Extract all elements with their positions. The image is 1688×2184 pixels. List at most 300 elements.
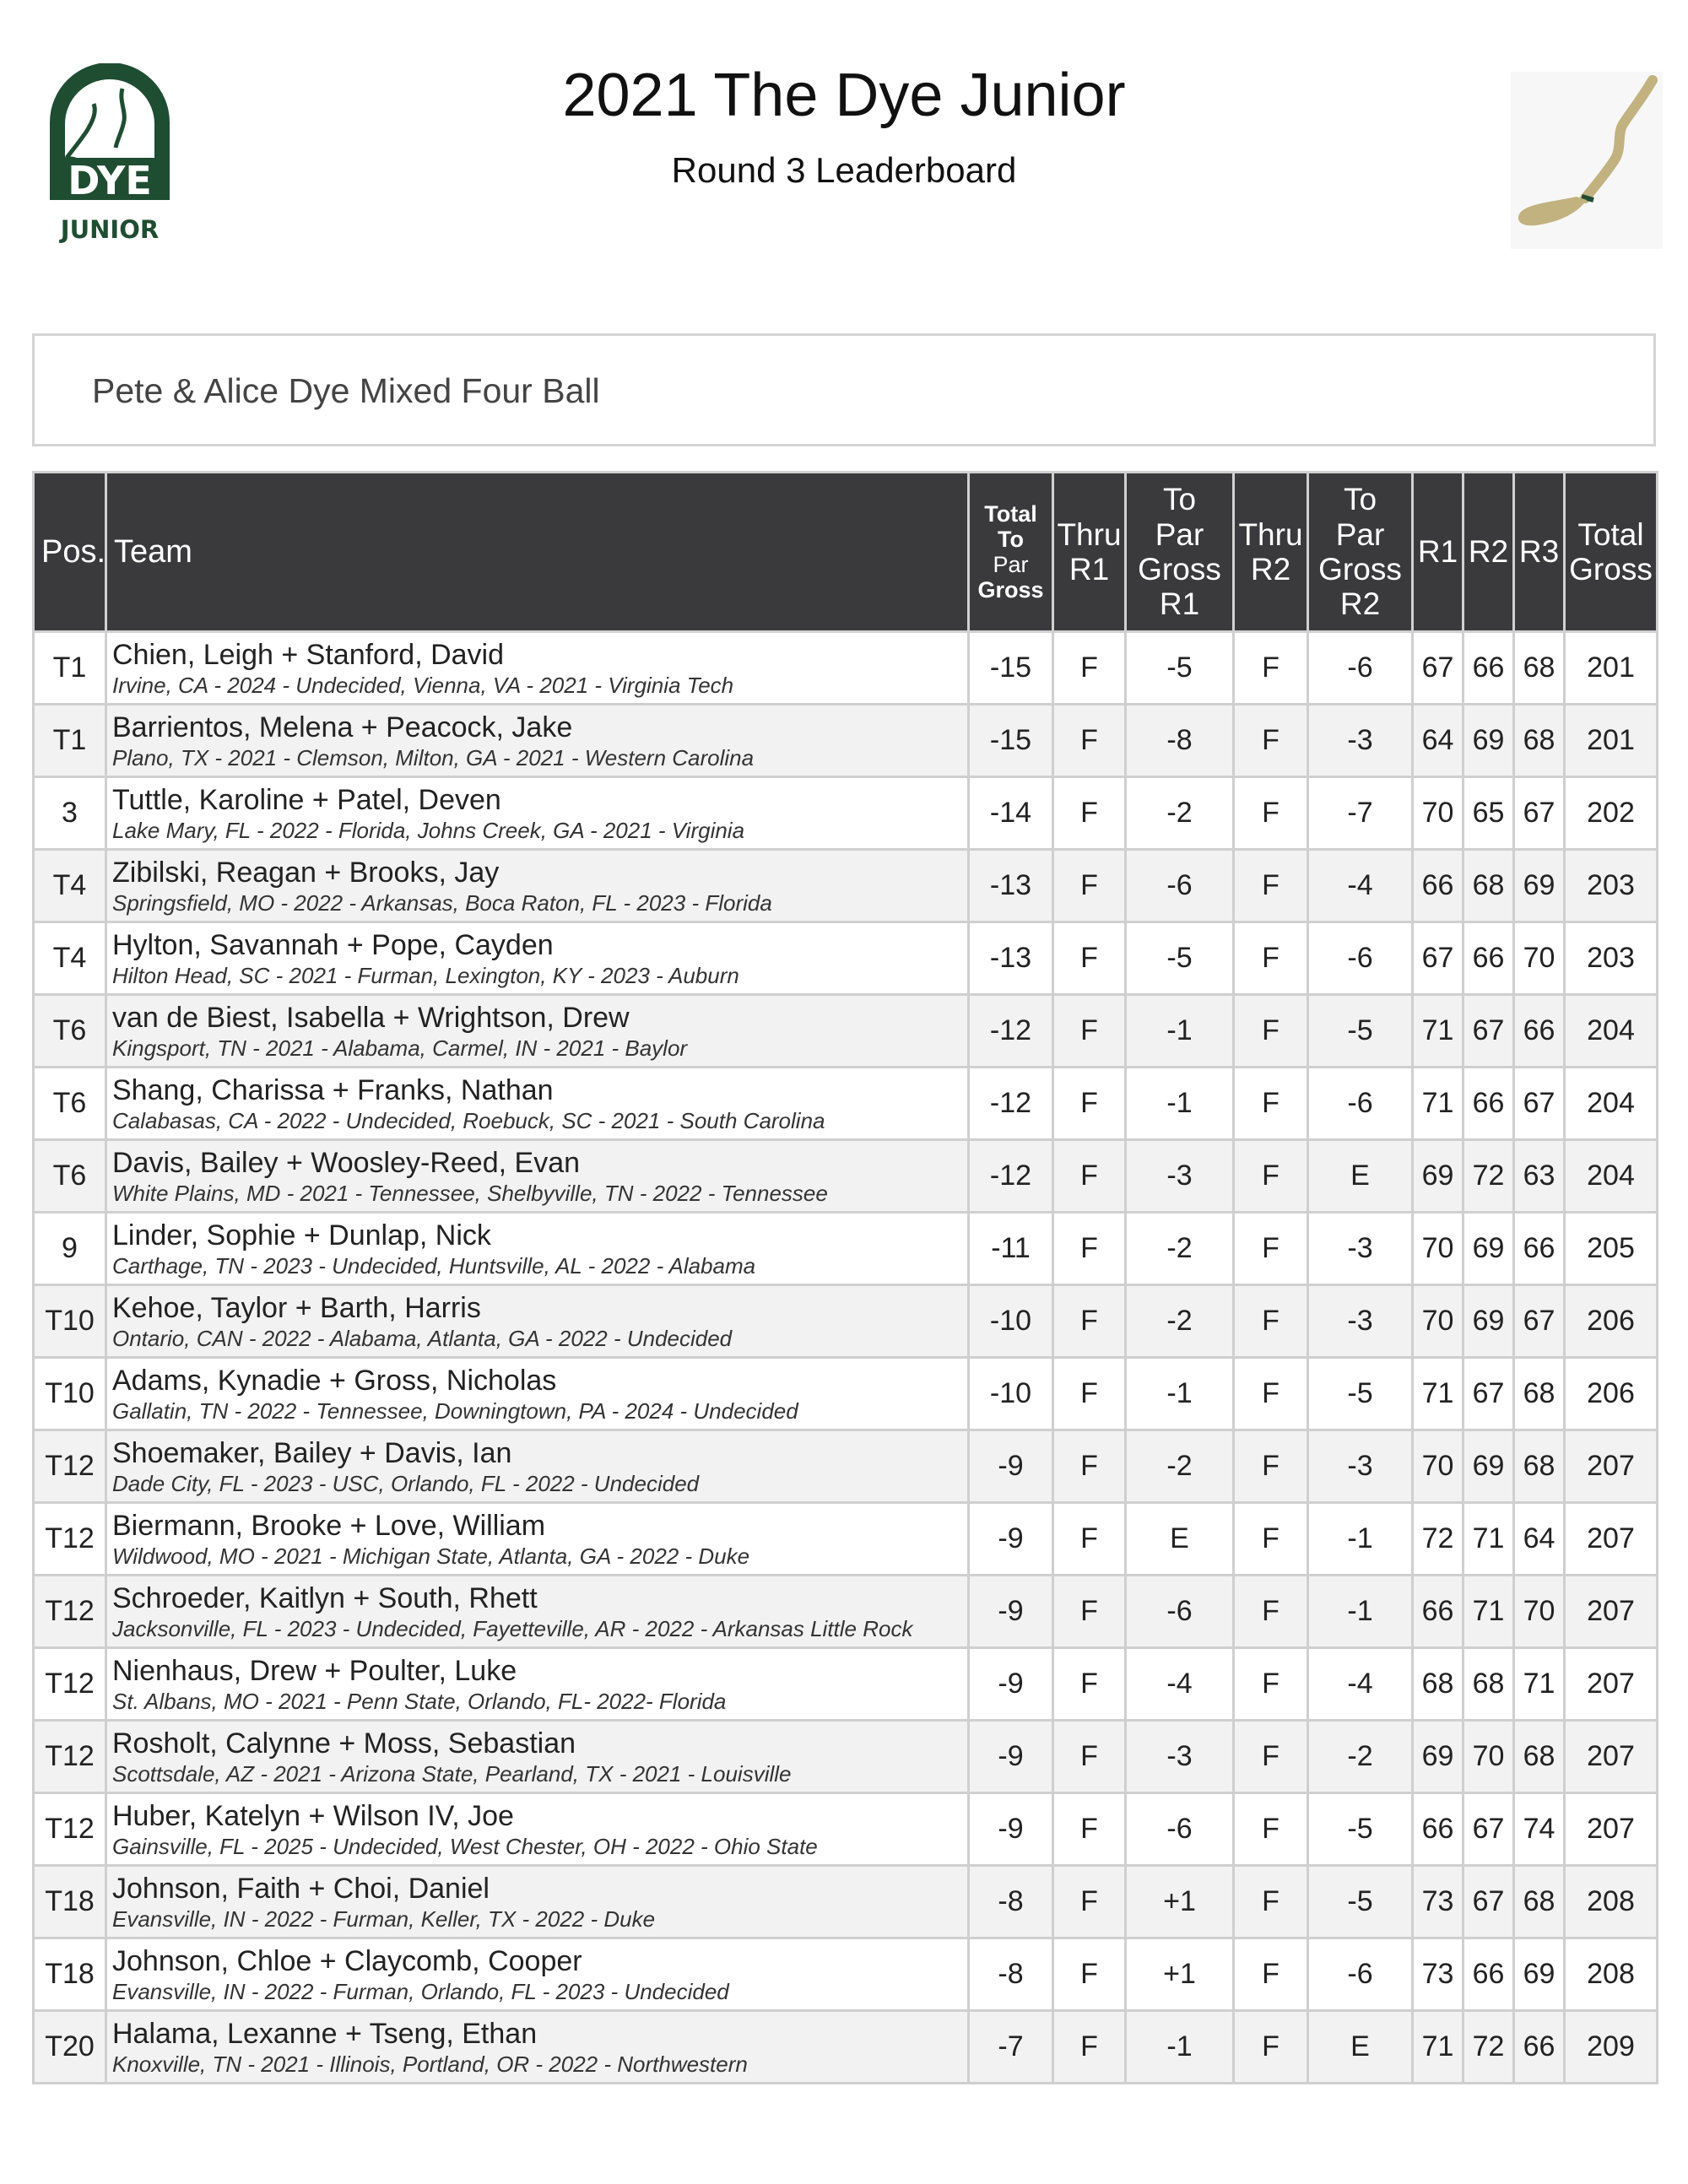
team-details: Evansville, IN - 2022 - Furman, Orlando, FL - 2023 - Undecided xyxy=(112,1978,729,2004)
total-to-par-cell: -8 xyxy=(969,1938,1053,2011)
to-par-r1-cell: -1 xyxy=(1126,2011,1234,2084)
table-row xyxy=(34,1213,1658,1285)
r2-score-cell: 68 xyxy=(1463,850,1514,922)
total-gross-cell: 205 xyxy=(1565,1213,1658,1285)
col-pos: Pos. xyxy=(34,473,106,632)
thru-r2-cell: F xyxy=(1234,922,1308,995)
team-details: Springsfield, MO - 2022 - Arkansas, Boca Raton, FL - 2023 - Florida xyxy=(112,889,772,916)
table-row xyxy=(34,922,1658,995)
thru-r1-cell: F xyxy=(1053,995,1126,1068)
team-names: Schroeder, Kaitlyn + South, Rhett xyxy=(112,1581,538,1614)
team-details: Jacksonville, FL - 2023 - Undecided, Fayetteville, AR - 2022 - Arkansas Little Rock xyxy=(112,1615,913,1641)
r3-score-cell: 69 xyxy=(1514,1938,1565,2011)
r3-score-cell: 68 xyxy=(1514,1866,1565,1938)
r1-score-cell: 70 xyxy=(1413,1213,1463,1285)
total-to-par-cell: -14 xyxy=(969,777,1053,850)
col-label-line: Par xyxy=(993,552,1029,577)
total-gross-cell: 209 xyxy=(1565,2011,1658,2084)
r1-score-cell: 71 xyxy=(1413,1068,1463,1140)
thru-r2-cell: F xyxy=(1234,1503,1308,1576)
total-to-par-cell: -9 xyxy=(969,1503,1053,1576)
team-names: Nienhaus, Drew + Poulter, Luke xyxy=(112,1654,517,1687)
team-cell xyxy=(106,850,969,922)
thru-r2-cell: F xyxy=(1234,1430,1308,1503)
team-names: Chien, Leigh + Stanford, David xyxy=(112,638,505,671)
leaderboard-table xyxy=(32,471,1658,2084)
r2-score-cell: 69 xyxy=(1463,1430,1514,1503)
logo-text-top: DYE xyxy=(68,158,152,203)
total-gross-cell: 207 xyxy=(1565,1648,1658,1721)
total-to-par-cell: -9 xyxy=(969,1793,1053,1866)
thru-r1-cell: F xyxy=(1053,1213,1126,1285)
r2-score-cell: 68 xyxy=(1463,1648,1514,1721)
total-gross-cell: 203 xyxy=(1565,850,1658,922)
total-to-par-cell: -15 xyxy=(969,632,1053,705)
col-label-line: Total xyxy=(1577,516,1644,552)
team-names: Hylton, Savannah + Pope, Cayden xyxy=(112,928,554,961)
total-to-par-cell: -11 xyxy=(969,1213,1053,1285)
table-row xyxy=(34,995,1658,1068)
thru-r1-cell: F xyxy=(1053,1793,1126,1866)
thru-r2-cell: F xyxy=(1234,632,1308,705)
team-details: Plano, TX - 2021 - Clemson, Milton, GA - 2021 - Western Carolina xyxy=(112,744,755,770)
to-par-r1-cell: -4 xyxy=(1126,1648,1234,1721)
r2-score-cell: 67 xyxy=(1463,1793,1514,1866)
thru-r1-cell: F xyxy=(1053,2011,1126,2084)
leaderboard-body xyxy=(34,632,1658,2084)
to-par-r1-cell: -2 xyxy=(1126,1430,1234,1503)
page-title: 2021 The Dye Junior xyxy=(562,62,1126,129)
r1-score-cell: 66 xyxy=(1413,850,1463,922)
r3-score-cell: 70 xyxy=(1514,922,1565,995)
total-gross-cell: 207 xyxy=(1565,1576,1658,1648)
total-gross-cell: 202 xyxy=(1565,777,1658,850)
table-row xyxy=(34,2011,1658,2084)
r1-score-cell: 67 xyxy=(1413,632,1463,705)
to-par-r1-cell: -1 xyxy=(1126,1358,1234,1430)
r1-score-cell: 70 xyxy=(1413,1285,1463,1358)
to-par-r2-cell: -4 xyxy=(1308,850,1413,922)
to-par-r2-cell: -5 xyxy=(1308,1358,1413,1430)
thru-r1-cell: F xyxy=(1053,922,1126,995)
team-details: St. Albans, MO - 2021 - Penn State, Orlando, FL- 2022- Florida xyxy=(112,1688,727,1714)
team-cell xyxy=(106,995,969,1068)
to-par-r1-cell: -6 xyxy=(1126,850,1234,922)
r2-score-cell: 69 xyxy=(1463,1213,1514,1285)
to-par-r2-cell: -6 xyxy=(1308,922,1413,995)
col-label-line: Par xyxy=(1335,516,1385,552)
position-cell: T6 xyxy=(34,1140,106,1213)
team-details: Ontario, CAN - 2022 - Alabama, Atlanta, GA - 2022 - Undecided xyxy=(112,1325,733,1351)
header-row xyxy=(34,473,1658,632)
thru-r2-cell: F xyxy=(1234,995,1308,1068)
position-cell: 3 xyxy=(34,777,106,850)
thru-r1-cell: F xyxy=(1053,1358,1126,1430)
table-row xyxy=(34,1430,1658,1503)
to-par-r2-cell: -2 xyxy=(1308,1721,1413,1793)
team-cell xyxy=(106,705,969,777)
r2-score-cell: 71 xyxy=(1463,1576,1514,1648)
r3-score-cell: 68 xyxy=(1514,1721,1565,1793)
table-row xyxy=(34,1503,1658,1576)
thru-r2-cell: F xyxy=(1234,2011,1308,2084)
col-to-par-r2 xyxy=(1308,473,1413,632)
team-cell xyxy=(106,1140,969,1213)
total-to-par-cell: -9 xyxy=(969,1430,1053,1503)
r3-score-cell: 71 xyxy=(1514,1648,1565,1721)
total-to-par-cell: -13 xyxy=(969,922,1053,995)
to-par-r1-cell: -2 xyxy=(1126,1285,1234,1358)
team-details: White Plains, MD - 2021 - Tennessee, Shelbyville, TN - 2022 - Tennessee xyxy=(112,1180,828,1206)
thru-r2-cell: F xyxy=(1234,1793,1308,1866)
table-row xyxy=(34,705,1658,777)
r1-score-cell: 69 xyxy=(1413,1140,1463,1213)
r3-score-cell: 67 xyxy=(1514,1285,1565,1358)
to-par-r1-cell: -5 xyxy=(1126,632,1234,705)
team-details: Evansville, IN - 2022 - Furman, Keller, TX - 2022 - Duke xyxy=(112,1906,656,1932)
to-par-r2-cell: -6 xyxy=(1308,1068,1413,1140)
team-cell xyxy=(106,1866,969,1938)
r2-score-cell: 66 xyxy=(1463,922,1514,995)
total-to-par-cell: -12 xyxy=(969,1068,1053,1140)
thru-r2-cell: F xyxy=(1234,1285,1308,1358)
to-par-r1-cell: +1 xyxy=(1126,1938,1234,2011)
to-par-r2-cell: -3 xyxy=(1308,1285,1413,1358)
total-gross-cell: 204 xyxy=(1565,995,1658,1068)
thru-r2-cell: F xyxy=(1234,1648,1308,1721)
r3-score-cell: 66 xyxy=(1514,995,1565,1068)
team-details: Wildwood, MO - 2021 - Michigan State, Atlanta, GA - 2022 - Duke xyxy=(112,1543,750,1569)
total-to-par-cell: -12 xyxy=(969,995,1053,1068)
r3-score-cell: 69 xyxy=(1514,850,1565,922)
col-label-line: To xyxy=(1343,482,1377,517)
position-cell: 9 xyxy=(34,1213,106,1285)
to-par-r1-cell: -5 xyxy=(1126,922,1234,995)
thru-r1-cell: F xyxy=(1053,1721,1126,1793)
table-row xyxy=(34,1140,1658,1213)
col-label-line: R2 xyxy=(1339,587,1381,622)
team-names: Johnson, Chloe + Claycomb, Cooper xyxy=(112,1944,582,1977)
r3-score-cell: 66 xyxy=(1514,2011,1565,2084)
table-row xyxy=(34,777,1658,850)
total-to-par-cell: -15 xyxy=(969,705,1053,777)
r3-score-cell: 68 xyxy=(1514,705,1565,777)
team-names: Halama, Lexanne + Tseng, Ethan xyxy=(112,2017,538,2050)
team-cell xyxy=(106,2011,969,2084)
to-par-r2-cell: E xyxy=(1308,1140,1413,1213)
col-label-line: Gross xyxy=(1138,552,1221,587)
total-to-par-cell: -8 xyxy=(969,1866,1053,1938)
total-gross-cell: 204 xyxy=(1565,1140,1658,1213)
total-gross-cell: 201 xyxy=(1565,705,1658,777)
thru-r1-cell: F xyxy=(1053,1068,1126,1140)
team-cell xyxy=(106,1648,969,1721)
r2-score-cell: 66 xyxy=(1463,1938,1514,2011)
total-to-par-cell: -9 xyxy=(969,1648,1053,1721)
to-par-r1-cell: -2 xyxy=(1126,777,1234,850)
thru-r2-cell: F xyxy=(1234,1866,1308,1938)
col-total-gross xyxy=(1565,473,1658,632)
division-panel xyxy=(32,333,1656,446)
team-cell xyxy=(106,777,969,850)
r1-score-cell: 71 xyxy=(1413,995,1463,1068)
thru-r1-cell: F xyxy=(1053,632,1126,705)
r1-score-cell: 71 xyxy=(1413,1358,1463,1430)
to-par-r2-cell: -7 xyxy=(1308,777,1413,850)
team-names: Rosholt, Calynne + Moss, Sebastian xyxy=(112,1727,576,1760)
table-row xyxy=(34,1285,1658,1358)
total-to-par-cell: -7 xyxy=(969,2011,1053,2084)
thru-r1-cell: F xyxy=(1053,1503,1126,1576)
table-row xyxy=(34,850,1658,922)
team-names: Kehoe, Taylor + Barth, Harris xyxy=(112,1291,481,1324)
col-r3: R3 xyxy=(1514,473,1565,632)
to-par-r1-cell: -6 xyxy=(1126,1793,1234,1866)
total-gross-cell: 208 xyxy=(1565,1866,1658,1938)
team-cell xyxy=(106,1430,969,1503)
to-par-r2-cell: -6 xyxy=(1308,632,1413,705)
team-names: Shang, Charissa + Franks, Nathan xyxy=(112,1073,554,1106)
team-names: van de Biest, Isabella + Wrightson, Drew xyxy=(112,1001,630,1034)
to-par-r1-cell: -6 xyxy=(1126,1576,1234,1648)
position-cell: T1 xyxy=(34,705,106,777)
team-names: Johnson, Faith + Choi, Daniel xyxy=(112,1872,490,1905)
table-row xyxy=(34,1576,1658,1648)
team-names: Tuttle, Karoline + Patel, Deven xyxy=(112,783,501,816)
team-cell xyxy=(106,1503,969,1576)
r1-score-cell: 73 xyxy=(1413,1866,1463,1938)
total-to-par-cell: -12 xyxy=(969,1140,1053,1213)
thru-r1-cell: F xyxy=(1053,1430,1126,1503)
to-par-r1-cell: -8 xyxy=(1126,705,1234,777)
thru-r1-cell: F xyxy=(1053,1576,1126,1648)
position-cell: T12 xyxy=(34,1503,106,1576)
thru-r1-cell: F xyxy=(1053,1866,1126,1938)
total-to-par-cell: -10 xyxy=(969,1358,1053,1430)
table-row xyxy=(34,1358,1658,1430)
total-gross-cell: 203 xyxy=(1565,922,1658,995)
r2-score-cell: 69 xyxy=(1463,1285,1514,1358)
r1-score-cell: 66 xyxy=(1413,1793,1463,1866)
position-cell: T20 xyxy=(34,2011,106,2084)
thru-r2-cell: F xyxy=(1234,705,1308,777)
thru-r1-cell: F xyxy=(1053,1140,1126,1213)
r2-score-cell: 70 xyxy=(1463,1721,1514,1793)
total-gross-cell: 207 xyxy=(1565,1721,1658,1793)
total-gross-cell: 207 xyxy=(1565,1430,1658,1503)
logo-text-bottom: JUNIOR xyxy=(60,215,160,244)
to-par-r1-cell: -3 xyxy=(1126,1140,1234,1213)
team-details: Lake Mary, FL - 2022 - Florida, Johns Creek, GA - 2021 - Virginia xyxy=(112,817,745,843)
team-cell xyxy=(106,1938,969,2011)
team-details: Dade City, FL - 2023 - USC, Orlando, FL - 2022 - Undecided xyxy=(112,1470,700,1496)
r2-score-cell: 67 xyxy=(1463,1866,1514,1938)
r3-score-cell: 74 xyxy=(1514,1793,1565,1866)
to-par-r2-cell: -5 xyxy=(1308,995,1413,1068)
team-details: Hilton Head, SC - 2021 - Furman, Lexington, KY - 2023 - Auburn xyxy=(112,962,739,988)
position-cell: T6 xyxy=(34,1068,106,1140)
to-par-r2-cell: -5 xyxy=(1308,1793,1413,1866)
r1-score-cell: 66 xyxy=(1413,1576,1463,1648)
r1-score-cell: 70 xyxy=(1413,1430,1463,1503)
col-r2: R2 xyxy=(1463,473,1514,632)
thru-r2-cell: F xyxy=(1234,1213,1308,1285)
position-cell: T12 xyxy=(34,1576,106,1648)
col-label-line: R1 xyxy=(1159,587,1200,622)
table-row xyxy=(34,1648,1658,1721)
page-subtitle: Round 3 Leaderboard xyxy=(671,150,1017,190)
to-par-r2-cell: -3 xyxy=(1308,1213,1413,1285)
team-details: Kingsport, TN - 2021 - Alabama, Carmel, IN - 2021 - Baylor xyxy=(112,1035,688,1061)
thru-r2-cell: F xyxy=(1234,1938,1308,2011)
r3-score-cell: 66 xyxy=(1514,1213,1565,1285)
team-names: Adams, Kynadie + Gross, Nicholas xyxy=(112,1364,557,1397)
position-cell: T12 xyxy=(34,1721,106,1793)
r3-score-cell: 63 xyxy=(1514,1140,1565,1213)
r2-score-cell: 65 xyxy=(1463,777,1514,850)
r3-score-cell: 68 xyxy=(1514,1430,1565,1503)
total-gross-cell: 201 xyxy=(1565,632,1658,705)
thru-r1-cell: F xyxy=(1053,705,1126,777)
team-details: Scottsdale, AZ - 2021 - Arizona State, Pearland, TX - 2021 - Louisville xyxy=(112,1760,792,1787)
col-label-line: Thru xyxy=(1057,516,1122,552)
to-par-r1-cell: -1 xyxy=(1126,995,1234,1068)
r1-score-cell: 69 xyxy=(1413,1721,1463,1793)
team-names: Shoemaker, Bailey + Davis, Ian xyxy=(112,1436,512,1469)
team-details: Calabasas, CA - 2022 - Undecided, Roebuck, SC - 2021 - South Carolina xyxy=(112,1107,825,1133)
thru-r1-cell: F xyxy=(1053,1285,1126,1358)
thru-r2-cell: F xyxy=(1234,1140,1308,1213)
col-label-line: Thru xyxy=(1238,516,1303,552)
total-to-par-cell: -9 xyxy=(969,1576,1053,1648)
to-par-r2-cell: -3 xyxy=(1308,1430,1413,1503)
col-label-line: Gross xyxy=(1318,552,1402,587)
r2-score-cell: 66 xyxy=(1463,1068,1514,1140)
thru-r1-cell: F xyxy=(1053,1648,1126,1721)
r1-score-cell: 64 xyxy=(1413,705,1463,777)
col-label-line: Total xyxy=(984,500,1037,527)
team-details: Carthage, TN - 2023 - Undecided, Huntsville, AL - 2022 - Alabama xyxy=(112,1252,756,1279)
r2-score-cell: 72 xyxy=(1463,1140,1514,1213)
team-details: Gainsville, FL - 2025 - Undecided, West Chester, OH - 2022 - Ohio State xyxy=(112,1833,818,1859)
col-label-line: R2 xyxy=(1250,552,1291,587)
r3-score-cell: 67 xyxy=(1514,1068,1565,1140)
to-par-r1-cell: +1 xyxy=(1126,1866,1234,1938)
r3-score-cell: 64 xyxy=(1514,1503,1565,1576)
total-gross-cell: 206 xyxy=(1565,1285,1658,1358)
team-details: Irvine, CA - 2024 - Undecided, Vienna, VA - 2021 - Virginia Tech xyxy=(112,672,734,698)
to-par-r2-cell: E xyxy=(1308,2011,1413,2084)
total-to-par-cell: -10 xyxy=(969,1285,1053,1358)
total-gross-cell: 207 xyxy=(1565,1793,1658,1866)
table-row xyxy=(34,1793,1658,1866)
col-r1: R1 xyxy=(1413,473,1463,632)
to-par-r2-cell: -3 xyxy=(1308,705,1413,777)
table-row xyxy=(34,1938,1658,2011)
team-cell xyxy=(106,632,969,705)
r3-score-cell: 68 xyxy=(1514,632,1565,705)
thru-r2-cell: F xyxy=(1234,777,1308,850)
col-total-to-par xyxy=(969,473,1053,632)
team-names: Davis, Bailey + Woosley-Reed, Evan xyxy=(112,1146,581,1179)
to-par-r1-cell: -1 xyxy=(1126,1068,1234,1140)
position-cell: T6 xyxy=(34,995,106,1068)
position-cell: T12 xyxy=(34,1648,106,1721)
col-to-par-r1 xyxy=(1126,473,1234,632)
thru-r2-cell: F xyxy=(1234,1358,1308,1430)
team-cell xyxy=(106,922,969,995)
position-cell: T12 xyxy=(34,1430,106,1503)
to-par-r1-cell: E xyxy=(1126,1503,1234,1576)
position-cell: T4 xyxy=(34,850,106,922)
position-cell: T12 xyxy=(34,1793,106,1866)
position-cell: T10 xyxy=(34,1358,106,1430)
team-cell xyxy=(106,1793,969,1866)
total-to-par-cell: -13 xyxy=(969,850,1053,922)
r1-score-cell: 67 xyxy=(1413,922,1463,995)
thru-r1-cell: F xyxy=(1053,777,1126,850)
r3-score-cell: 70 xyxy=(1514,1576,1565,1648)
team-names: Barrientos, Melena + Peacock, Jake xyxy=(112,711,573,743)
to-par-r2-cell: -6 xyxy=(1308,1938,1413,2011)
r1-score-cell: 70 xyxy=(1413,777,1463,850)
table-row xyxy=(34,632,1658,705)
total-gross-cell: 204 xyxy=(1565,1068,1658,1140)
total-gross-cell: 206 xyxy=(1565,1358,1658,1430)
r2-score-cell: 67 xyxy=(1463,995,1514,1068)
team-cell xyxy=(106,1576,969,1648)
team-cell xyxy=(106,1358,969,1430)
team-cell xyxy=(106,1721,969,1793)
to-par-r2-cell: -1 xyxy=(1308,1503,1413,1576)
col-label-line: Gross xyxy=(1569,552,1653,587)
team-cell xyxy=(106,1213,969,1285)
col-label-line: Par xyxy=(1155,516,1204,552)
team-details: Gallatin, TN - 2022 - Tennessee, Downingtown, PA - 2024 - Undecided xyxy=(112,1397,798,1424)
r1-score-cell: 73 xyxy=(1413,1938,1463,2011)
team-cell xyxy=(106,1285,969,1358)
r3-score-cell: 68 xyxy=(1514,1358,1565,1430)
team-cell xyxy=(106,1068,969,1140)
col-label-line: To xyxy=(998,526,1024,552)
thru-r2-cell: F xyxy=(1234,1068,1308,1140)
r2-score-cell: 71 xyxy=(1463,1503,1514,1576)
col-label-line: To xyxy=(1162,482,1197,517)
r2-score-cell: 66 xyxy=(1463,632,1514,705)
team-names: Huber, Katelyn + Wilson IV, Joe xyxy=(112,1799,514,1832)
to-par-r1-cell: -3 xyxy=(1126,1721,1234,1793)
table-row xyxy=(34,1721,1658,1793)
to-par-r2-cell: -5 xyxy=(1308,1866,1413,1938)
to-par-r2-cell: -1 xyxy=(1308,1576,1413,1648)
col-team: Team xyxy=(106,473,969,632)
col-thru-r2 xyxy=(1234,473,1308,632)
r1-score-cell: 68 xyxy=(1413,1648,1463,1721)
total-gross-cell: 207 xyxy=(1565,1503,1658,1576)
table-row xyxy=(34,1866,1658,1938)
position-cell: T18 xyxy=(34,1938,106,2011)
position-cell: T1 xyxy=(34,632,106,705)
col-thru-r1 xyxy=(1053,473,1126,632)
r2-score-cell: 69 xyxy=(1463,705,1514,777)
table-row xyxy=(34,1068,1658,1140)
team-names: Linder, Sophie + Dunlap, Nick xyxy=(112,1219,491,1251)
r1-score-cell: 71 xyxy=(1413,2011,1463,2084)
r3-score-cell: 67 xyxy=(1514,777,1565,850)
to-par-r1-cell: -2 xyxy=(1126,1213,1234,1285)
position-cell: T10 xyxy=(34,1285,106,1358)
thru-r2-cell: F xyxy=(1234,1576,1308,1648)
